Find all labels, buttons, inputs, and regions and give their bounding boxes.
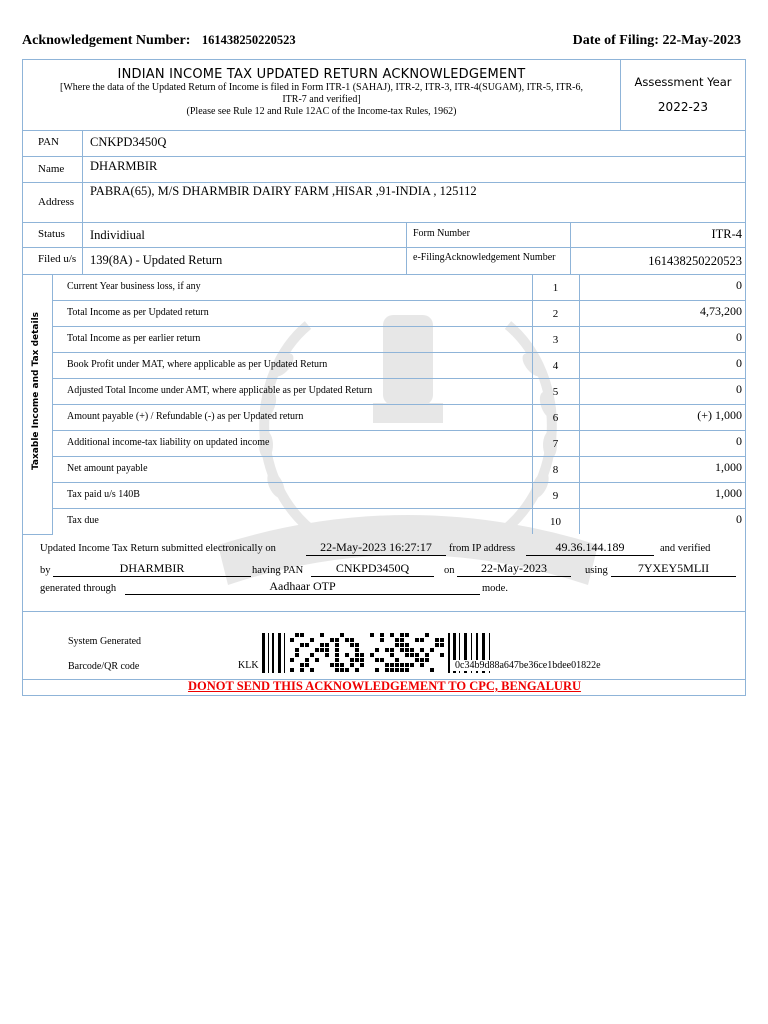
tax-row-amount: 4,73,200 — [700, 304, 742, 318]
tax-row — [52, 430, 746, 457]
status-row — [23, 222, 746, 248]
tax-row-number: 8 — [552, 464, 559, 476]
form-title: INDIAN INCOME TAX UPDATED RETURN ACKNOWLEDGEMENT — [117, 67, 526, 82]
assessment-year-label: Assessment Year — [634, 75, 732, 89]
system-generated-label — [68, 629, 141, 679]
submission-datetime: 22-May-2023 16:27:17 — [306, 540, 446, 556]
ip-address: 49.36.144.189 — [526, 540, 654, 556]
pan-row — [23, 130, 746, 157]
name-label: Name — [38, 163, 65, 175]
verification-text-6: on — [444, 565, 455, 576]
system-generated-text: System Generated — [68, 636, 142, 647]
form-rule-note: (Please see Rule 12 and Rule 12AC of the Income-tax Rules, 1962) — [186, 106, 457, 117]
tax-row-description: Tax paid u/s 140B — [67, 489, 140, 500]
status-label: Status — [38, 228, 65, 240]
tax-row-number: 7 — [552, 438, 559, 450]
tax-row-number: 5 — [552, 386, 559, 398]
tax-row-amount: (+) 1,000 — [697, 408, 742, 422]
verification-code: 7YXEY5MLII — [611, 561, 736, 577]
tax-row-number: 3 — [552, 334, 559, 346]
address-row — [23, 182, 746, 223]
tax-row-description: Tax due — [67, 515, 99, 526]
tax-row-amount: 0 — [736, 382, 742, 396]
tax-row-description: Adjusted Total Income under AMT, where applicable as per Updated Return — [67, 385, 373, 396]
address-value: PABRA(65), M/S DHARMBIR DAIRY FARM ,HISAR ,91-INDIA , 125112 — [90, 184, 477, 198]
tax-row-description: Total Income as per earlier return — [67, 333, 201, 344]
verification-text-1: Updated Income Tax Return submitted electronically on — [40, 543, 276, 554]
tax-row-number: 10 — [550, 516, 561, 528]
verified-by: DHARMBIR — [53, 561, 251, 577]
name-value: DHARMBIR — [90, 159, 158, 173]
tax-row-description: Amount payable (+) / Refundable (-) as per Updated return — [67, 411, 304, 422]
tax-row — [52, 456, 746, 483]
efiling-ack-value: 161438250220523 — [648, 254, 742, 268]
verification-text-5: having PAN — [252, 565, 304, 576]
tax-row — [52, 404, 746, 431]
tax-row-description: Total Income as per Updated return — [67, 307, 209, 318]
cpc-notice: DONOT SEND THIS ACKNOWLEDGEMENT TO CPC, BENGALURU — [187, 679, 582, 693]
date-of-filing: Date of Filing: 22-May-2023 — [572, 33, 741, 48]
form-number-label: Form Number — [413, 228, 470, 239]
tax-row-description: Net amount payable — [67, 463, 148, 474]
verification-text-7: using — [585, 565, 608, 576]
tax-row-number: 4 — [552, 360, 559, 372]
acknowledgement-number — [22, 33, 296, 49]
name-row — [23, 156, 746, 183]
form-number-value: ITR-4 — [711, 227, 742, 241]
barcode-hash: 0c34b9d88a647be36ce1bdee01822e — [455, 660, 601, 671]
ack-number: 161438250220523 — [201, 33, 296, 47]
assessment-year-value: 2022-23 — [657, 100, 709, 114]
tax-row — [52, 378, 746, 405]
filed-us-label: Filed u/s — [38, 253, 77, 265]
title-block — [23, 60, 621, 131]
tax-row — [52, 326, 746, 353]
tax-row-amount: 1,000 — [715, 460, 742, 474]
tax-row-amount: 1,000 — [715, 486, 742, 500]
tax-row — [52, 274, 746, 301]
verification-text-8: generated through — [40, 583, 117, 594]
acknowledgement-form — [22, 59, 746, 696]
tax-row-number: 6 — [552, 412, 559, 424]
address-label: Address — [38, 196, 75, 208]
tax-row — [52, 300, 746, 327]
barcode-qr-text: Barcode/QR code — [68, 661, 140, 672]
pan-label: PAN — [38, 136, 59, 148]
verification-text-3: and verified — [660, 543, 711, 554]
assessment-year-block — [620, 60, 746, 131]
tax-row-amount: 0 — [736, 512, 742, 526]
tax-row — [52, 352, 746, 379]
tax-row — [52, 508, 746, 534]
tax-row-description: Book Profit under MAT, where applicable as per Updated Return — [67, 359, 328, 370]
efiling-ack-label: e-FilingAcknowledgement Number — [413, 252, 556, 263]
tax-row-amount: 0 — [736, 278, 742, 292]
filed-us-value: 139(8A) - Updated Return — [90, 253, 223, 267]
verification-date: 22-May-2023 — [457, 561, 571, 577]
verifier-pan: CNKPD3450Q — [311, 561, 434, 577]
tax-row-number: 2 — [552, 308, 559, 320]
tax-row-description: Current Year business loss, if any — [67, 281, 201, 292]
tax-row-amount: 0 — [736, 434, 742, 448]
tax-row-number: 9 — [552, 490, 559, 502]
status-value: Individiual — [90, 228, 145, 242]
barcode-prefix: KLK — [238, 660, 259, 671]
tax-row — [52, 482, 746, 509]
form-subtitle: [Where the data of the Updated Return of Income is filed in Form ITR-1 (SAHAJ), ITR-2, ITR-3, ITR-4(SUGAM), ITR-5, ITR-6, ITR-7 and verified] — [60, 82, 583, 105]
pan-value: CNKPD3450Q — [90, 135, 167, 149]
ack-label: Acknowledgement Number: — [22, 33, 191, 48]
verification-text-4: by — [40, 565, 51, 576]
verification-method: Aadhaar OTP — [125, 579, 480, 595]
verification-block — [23, 534, 746, 612]
tax-row-amount: 0 — [736, 356, 742, 370]
verification-text-2: from IP address — [449, 543, 516, 554]
filed-row — [23, 247, 746, 275]
verification-text-9: mode. — [482, 583, 508, 594]
side-label: Taxable Income and Tax details — [31, 311, 41, 471]
tax-row-description: Additional income-tax liability on updated income — [67, 437, 270, 448]
side-label-cell — [23, 274, 53, 535]
tax-row-amount: 0 — [736, 330, 742, 344]
tax-row-number: 1 — [552, 282, 559, 294]
